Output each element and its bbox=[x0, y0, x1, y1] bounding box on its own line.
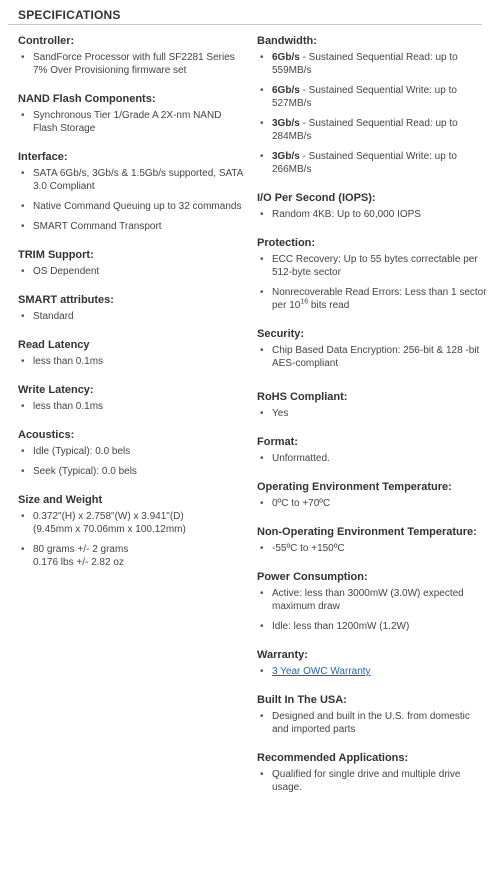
section-title: Write Latency: bbox=[18, 384, 94, 396]
section-title: Size and Weight bbox=[18, 494, 103, 506]
bandwidth-speed: 3Gb/s bbox=[272, 118, 300, 129]
section-power bbox=[257, 570, 487, 633]
section-title: I/O Per Second (IOPS): bbox=[257, 192, 376, 204]
section-write-latency bbox=[18, 383, 243, 413]
section-title: RoHS Compliant: bbox=[257, 391, 348, 403]
list-item bbox=[257, 117, 487, 143]
warranty-link[interactable]: 3 Year OWC Warranty bbox=[272, 666, 371, 677]
bandwidth-desc: - Sustained Sequential Write: up to 266MB/s bbox=[272, 151, 457, 175]
list-item bbox=[257, 286, 487, 312]
list-item: • OS Dependent bbox=[18, 265, 243, 278]
section-built-in-usa bbox=[257, 693, 487, 736]
section-operating-temp bbox=[257, 480, 487, 510]
section-title: Warranty: bbox=[257, 649, 308, 661]
section-title: NAND Flash Components: bbox=[18, 93, 156, 105]
list-item: • Designed and built in the U.S. from domestic and imported parts bbox=[257, 710, 487, 736]
page-title: SPECIFICATIONS bbox=[18, 8, 121, 22]
list-item bbox=[257, 84, 487, 110]
section-title: Bandwidth: bbox=[257, 35, 317, 47]
list-item: • SATA 6Gb/s, 3Gb/s & 1.5Gb/s supported, SATA 3.0 Compliant bbox=[18, 167, 243, 193]
section-rohs bbox=[257, 390, 487, 420]
list-item: • SMART Command Transport bbox=[18, 220, 243, 233]
list-item: • Idle: less than 1200mW (1.2W) bbox=[257, 620, 487, 633]
bandwidth-desc: - Sustained Sequential Read: up to 559MB/s bbox=[272, 52, 458, 76]
section-recommended-apps bbox=[257, 751, 487, 794]
list-item: • Standard bbox=[18, 310, 243, 323]
list-item bbox=[257, 51, 487, 77]
error-rate-text: Nonrecoverable Read Errors: Less than 1 sector per 10 bbox=[272, 287, 487, 311]
section-controller bbox=[18, 34, 243, 77]
section-title: Built In The USA: bbox=[257, 694, 347, 706]
weight-lbs: 0.176 lbs +/- 2.82 oz bbox=[33, 557, 124, 568]
list-item bbox=[257, 665, 487, 678]
list-item: • Unformatted. bbox=[257, 452, 487, 465]
right-column bbox=[257, 34, 487, 809]
section-size-weight bbox=[18, 493, 243, 569]
dimensions-mm: (9.45mm x 70.06mm x 100.12mm) bbox=[33, 524, 186, 535]
section-title: Protection: bbox=[257, 237, 316, 249]
list-item: • Yes bbox=[257, 407, 487, 420]
section-non-operating-temp bbox=[257, 525, 487, 555]
list-item: • Random 4KB: Up to 60,000 IOPS bbox=[257, 208, 487, 221]
list-item: • Idle (Typical): 0.0 bels bbox=[18, 445, 243, 458]
list-item: • 0ºC to +70ºC bbox=[257, 497, 487, 510]
list-item: • SandForce Processor with full SF2281 Series 7% Over Provisioning firmware set bbox=[18, 51, 243, 77]
list-item: • ECC Recovery: Up to 55 bytes correctable per 512-byte sector bbox=[257, 253, 487, 279]
list-item bbox=[18, 510, 243, 536]
section-protection bbox=[257, 236, 487, 312]
section-title: TRIM Support: bbox=[18, 249, 94, 261]
section-read-latency bbox=[18, 338, 243, 368]
section-title: Security: bbox=[257, 328, 305, 340]
section-security bbox=[257, 327, 487, 370]
section-title: Power Consumption: bbox=[257, 571, 368, 583]
specifications-header bbox=[8, 6, 482, 25]
bandwidth-desc: - Sustained Sequential Read: up to 284MB/s bbox=[272, 118, 458, 142]
dimensions-inches: • 0.372"(H) x 2.758"(W) x 3.941"(D) bbox=[33, 511, 184, 522]
error-rate-suffix: bits read bbox=[308, 300, 350, 311]
bandwidth-desc: - Sustained Sequential Write: up to 527MB/s bbox=[272, 85, 457, 109]
section-title: Recommended Applications: bbox=[257, 752, 409, 764]
list-item bbox=[257, 150, 487, 176]
list-item: • less than 0.1ms bbox=[18, 400, 243, 413]
bandwidth-speed: 3Gb/s bbox=[272, 151, 300, 162]
list-item: • Seek (Typical): 0.0 bels bbox=[18, 465, 243, 478]
section-format bbox=[257, 435, 487, 465]
section-title: Acoustics: bbox=[18, 429, 75, 441]
section-trim bbox=[18, 248, 243, 278]
section-interface bbox=[18, 150, 243, 233]
bandwidth-speed: 6Gb/s bbox=[272, 85, 300, 96]
list-item: • Qualified for single drive and multiple drive usage. bbox=[257, 768, 487, 794]
list-item: • less than 0.1ms bbox=[18, 355, 243, 368]
section-iops bbox=[257, 191, 487, 221]
section-title: SMART attributes: bbox=[18, 294, 114, 306]
list-item: • Chip Based Data Encryption: 256-bit & 128 -bit AES-compliant bbox=[257, 344, 487, 370]
section-title: Operating Environment Temperature: bbox=[257, 481, 452, 493]
section-title: Controller: bbox=[18, 35, 75, 47]
list-item: • Native Command Queuing up to 32 commands bbox=[18, 200, 243, 213]
section-title: Interface: bbox=[18, 151, 68, 163]
list-item: • Synchronous Tier 1/Grade A 2X-nm NAND Flash Storage bbox=[18, 109, 243, 135]
list-item bbox=[18, 543, 243, 569]
exponent: 16 bbox=[300, 298, 309, 306]
section-smart bbox=[18, 293, 243, 323]
section-title: Non-Operating Environment Temperature: bbox=[257, 526, 477, 538]
weight-grams: • 80 grams +/- 2 grams bbox=[33, 544, 129, 555]
section-bandwidth bbox=[257, 34, 487, 176]
section-title: Format: bbox=[257, 436, 298, 448]
section-warranty bbox=[257, 648, 487, 678]
bandwidth-speed: 6Gb/s bbox=[272, 52, 300, 63]
section-nand bbox=[18, 92, 243, 135]
left-column bbox=[18, 34, 243, 584]
section-title: Read Latency bbox=[18, 339, 90, 351]
section-acoustics bbox=[18, 428, 243, 478]
list-item: • Active: less than 3000mW (3.0W) expected maximum draw bbox=[257, 587, 487, 613]
list-item: • -55ºC to +150ºC bbox=[257, 542, 487, 555]
